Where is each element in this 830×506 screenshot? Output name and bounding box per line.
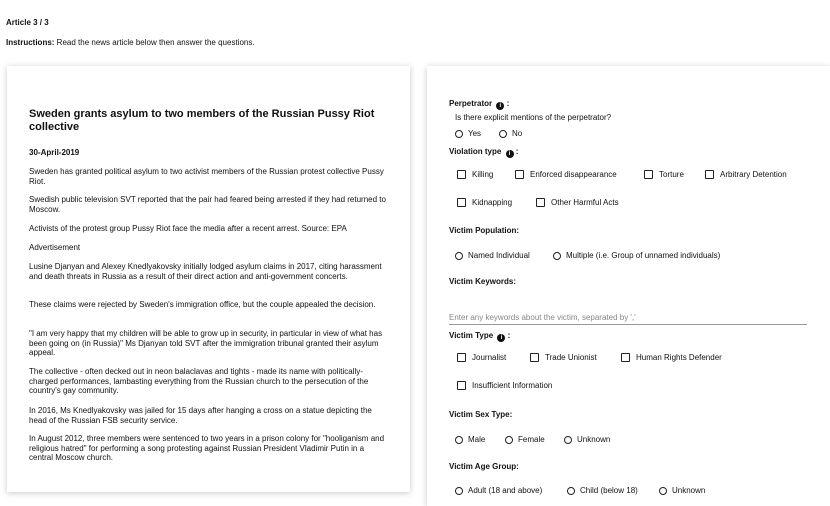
violation-type-label [449,147,518,158]
victim-age-label: Victim Age Group: [449,462,519,471]
violation-kidnapping-checkbox[interactable] [457,198,512,207]
perpetrator-colon: : [506,99,510,108]
option-label: Male [468,435,486,444]
checkbox-box[interactable] [644,170,653,179]
article-counter: Article 3 / 3 [6,18,49,27]
population-multiple-radio[interactable] [553,251,720,260]
victim-type-colon: : [507,331,511,340]
article-title: Sweden grants asylum to two members of the Russian Pussy Riot collective [29,108,375,133]
radio-circle[interactable] [455,487,463,495]
age-child-radio[interactable] [567,486,638,495]
article-date: 30-April-2019 [29,148,80,157]
violation-torture-checkbox[interactable] [644,170,684,179]
radio-circle[interactable] [659,487,667,495]
violation-other-harmful-acts-checkbox[interactable] [536,198,619,207]
checkbox-box[interactable] [457,381,466,390]
checkbox-box[interactable] [530,353,539,362]
option-label: Adult (18 and above) [468,486,543,495]
checkbox-box[interactable] [705,170,714,179]
victim-keywords-label: Victim Keywords: [449,277,516,286]
perpetrator-yes-radio[interactable] [455,129,481,138]
sex-female-radio[interactable] [505,435,545,444]
article-paragraph: In 2016, Ms Knedlyakovsky was jailed for 15 days after hanging a cross on a statue depicting the head of the Russian FSB security service. [29,406,372,425]
article-paragraph: Sweden has granted political asylum to two activist members of the Russian protest collective Pussy Riot. [29,167,384,186]
violation-type-colon: : [515,147,519,156]
info-icon[interactable]: i [497,334,505,342]
perpetrator-label [449,99,509,110]
violation-enforced-disappearance-checkbox[interactable] [515,170,617,179]
age-unknown-radio[interactable] [659,486,705,495]
checkbox-box[interactable] [457,198,466,207]
option-label: Other Harmful Acts [551,198,619,207]
option-label: Human Rights Defender [636,353,722,362]
victim-type-label [449,331,510,342]
perpetrator-question: Is there explicit mentions of the perpetrator? [455,113,612,122]
checkbox-box[interactable] [457,353,466,362]
violation-arbitrary-detention-checkbox[interactable] [705,170,787,179]
radio-circle[interactable] [455,130,463,138]
article-paragraph: Swedish public television SVT reported that the pair had feared being arrested if they had returned to Moscow. [29,195,386,214]
victim-type-label-text: Victim Type [449,331,494,340]
radio-circle[interactable] [567,487,575,495]
option-label: Killing [472,170,494,179]
article-paragraph: The collective - often decked out in neon balaclavas and tights - made its name with politically-charged performances, lambasting everything from the Russian church to the persecution of the country's gay community. [29,367,369,395]
option-label: No [512,129,523,138]
radio-circle[interactable] [499,130,507,138]
instructions-text: Read the news article below then answer the questions. [54,38,255,47]
checkbox-box[interactable] [621,353,630,362]
victim-type-trade-unionist-checkbox[interactable] [530,353,597,362]
victim-type-journalist-checkbox[interactable] [457,353,506,362]
article-paragraph: These claims were rejected by Sweden's immigration office, but the couple appealed the decision. [29,300,376,309]
option-label: Yes [468,129,482,138]
option-label: Female [518,435,545,444]
radio-circle[interactable] [455,436,463,444]
victim-type-human-rights-defender-checkbox[interactable] [621,353,722,362]
article-paragraph: In August 2012, three members were sentenced to two years in a prison colony for "hooliganism and religious hatred" for performing a song protesting against Russian President Vladimir Putin in a central Moscow church. [29,434,385,462]
article-paragraph: Lusine Djanyan and Alexey Knedlyakovsky initially lodged asylum claims in 2017, citing harassment and death threats in Russia as a result of their direct action and anti-government concerts. [29,262,382,281]
violation-killing-checkbox[interactable] [457,170,493,179]
info-icon[interactable]: i [506,150,514,158]
questionnaire-card [427,66,830,506]
option-label: Kidnapping [472,198,513,207]
victim-keywords-input[interactable] [449,310,807,325]
instructions-label: Instructions: [6,38,55,47]
option-label: Unknown [577,435,611,444]
instructions [6,38,255,47]
option-label: Journalist [472,353,507,362]
option-label: Unknown [672,486,706,495]
victim-population-label: Victim Population: [449,226,520,235]
population-named-individual-radio[interactable] [455,251,530,260]
article-paragraph: Activists of the protest group Pussy Riot face the media after a recent arrest. Source: EPA [29,224,347,233]
option-label: Insufficient Information [472,381,553,390]
checkbox-box[interactable] [536,198,545,207]
info-icon[interactable]: i [496,102,504,110]
radio-circle[interactable] [505,436,513,444]
violation-type-label-text: Violation type [449,147,502,156]
perpetrator-no-radio[interactable] [499,129,522,138]
option-label: Arbitrary Detention [720,170,787,179]
radio-circle[interactable] [455,252,463,260]
option-label: Enforced disappearance [530,170,617,179]
checkbox-box[interactable] [515,170,524,179]
sex-unknown-radio[interactable] [564,435,610,444]
option-label: Child (below 18) [580,486,638,495]
option-label: Torture [659,170,684,179]
sex-male-radio[interactable] [455,435,485,444]
radio-circle[interactable] [564,436,572,444]
option-label: Named Individual [468,251,530,260]
victim-sex-label: Victim Sex Type: [449,410,513,419]
article-paragraph: "I am very happy that my children will be able to grow up in security, in particular in view of what has been going on (in Russia)" Ms Djanyan told SVT after the immigration tribunal granted their asylum appeal. [29,329,383,357]
radio-circle[interactable] [553,252,561,260]
age-adult-radio[interactable] [455,486,542,495]
checkbox-box[interactable] [457,170,466,179]
victim-type-insufficient-information-checkbox[interactable] [457,381,552,390]
option-label: Multiple (i.e. Group of unnamed individuals) [566,251,721,260]
option-label: Trade Unionist [545,353,597,362]
perpetrator-label-text: Perpetrator [449,99,493,108]
article-card [7,66,410,492]
article-paragraph: Advertisement [29,243,81,252]
